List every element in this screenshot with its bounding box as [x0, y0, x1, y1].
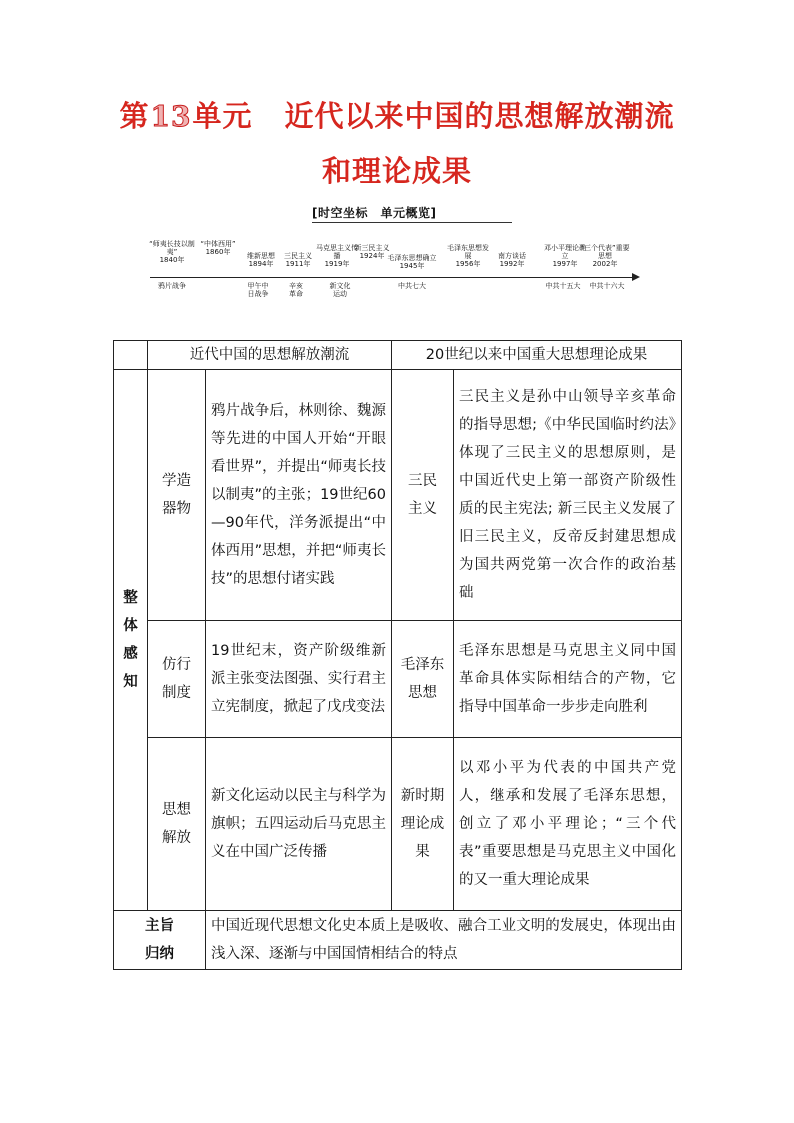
- left-category: 仿行制度: [148, 621, 206, 738]
- left-category: 思想解放: [148, 738, 206, 911]
- table-row: [114, 621, 682, 738]
- timeline-event: “三个代表”重要思想 2002年: [580, 244, 630, 268]
- timeline-event: 维新思想 1894年: [247, 252, 275, 268]
- right-description: 以邓小平为代表的中国共产党人，继承和发展了毛泽东思想，创立了邓小平理论；“三个代表”重要思想是马克思主义中国化的又一重大理论成果: [454, 738, 682, 911]
- title-main: 近代以来中国的思想解放潮流: [284, 99, 675, 133]
- table-header-row: [114, 341, 682, 370]
- left-category: 学造器物: [148, 370, 206, 621]
- table-row: [114, 370, 682, 621]
- timeline-event: 马克思主义传播 1919年: [316, 244, 358, 268]
- corner-cell: [114, 341, 148, 370]
- timeline-below-event: 辛亥革命: [289, 282, 303, 298]
- timeline-event: “师夷长技以制夷” 1840年: [149, 240, 195, 264]
- right-description: 三民主义是孙中山领导辛亥革命的指导思想;《中华民国临时约法》体现了三民主义的思想原则，是中国近代史上第一部资产阶级性质的民主宪法; 新三民主义发展了旧三民主义，反帝反封建思想成为国共两党第一次合作的政治基础: [454, 370, 682, 621]
- timeline-event: 新三民主义 1924年: [354, 244, 390, 260]
- summary-label: 主旨归纳: [114, 911, 206, 970]
- timeline-below-event: 中共十五大: [545, 282, 581, 290]
- header-right: 20世纪以来中国重大思想理论成果: [392, 341, 682, 370]
- header-left: 近代中国的思想解放潮流: [148, 341, 392, 370]
- right-description: 毛泽东思想是马克思主义同中国革命具体实际相结合的产物，它指导中国革命一步步走向胜利: [454, 621, 682, 738]
- timeline-arrow-icon: [632, 273, 640, 281]
- right-category: 毛泽东思想: [392, 621, 454, 738]
- timeline: [150, 232, 642, 302]
- left-description: 鸦片战争后，林则徐、魏源等先进的中国人开始“开眼看世界”，并提出“师夷长技以制夷”的主张；19世纪60—90年代，洋务派提出“中体西用”思想，并把“师夷长技”的思想付诸实践: [206, 370, 392, 621]
- overview-table: [113, 340, 682, 970]
- timeline-below-event: 鸦片战争: [158, 282, 186, 290]
- timeline-event: 邓小平理论确立 1997年: [544, 244, 586, 268]
- sub-heading: [时空坐标 单元概览]: [312, 204, 512, 223]
- timeline-event: “中体西用” 1860年: [200, 240, 236, 256]
- summary-text: 中国近现代思想文化史本质上是吸收、融合工业文明的发展史，体现出由浅入深、逐渐与中国国情相结合的特点: [206, 911, 682, 970]
- side-label: 整体感知: [114, 370, 148, 911]
- timeline-below-event: 甲午中日战争: [247, 282, 269, 298]
- right-category: 新时期理论成果: [392, 738, 454, 911]
- title-line-1: [0, 96, 794, 137]
- timeline-axis: [150, 277, 634, 278]
- timeline-below-event: 中共七大: [398, 282, 426, 290]
- title-line-2: 和理论成果: [321, 154, 472, 188]
- timeline-below-event: 新文化运动: [329, 282, 351, 298]
- left-description: 新文化运动以民主与科学为旗帜；五四运动后马克思主义在中国广泛传播: [206, 738, 392, 911]
- right-category: 三民主义: [392, 370, 454, 621]
- unit-title: [0, 96, 794, 191]
- title-prefix: 第: [119, 99, 150, 133]
- left-description: 19世纪末，资产阶级维新派主张变法图强、实行君主立宪制度，掀起了戊戌变法: [206, 621, 392, 738]
- timeline-event: 南方谈话 1992年: [498, 252, 526, 268]
- timeline-event: 三民主义 1911年: [284, 252, 312, 268]
- timeline-event: 毛泽东思想发展 1956年: [447, 244, 489, 268]
- table-row: [114, 738, 682, 911]
- summary-row: [114, 911, 682, 970]
- timeline-event: 毛泽东思想确立 1945年: [387, 254, 437, 270]
- timeline-below-event: 中共十六大: [589, 282, 625, 290]
- unit-number: 13: [150, 100, 192, 133]
- unit-label: 单元: [192, 99, 253, 133]
